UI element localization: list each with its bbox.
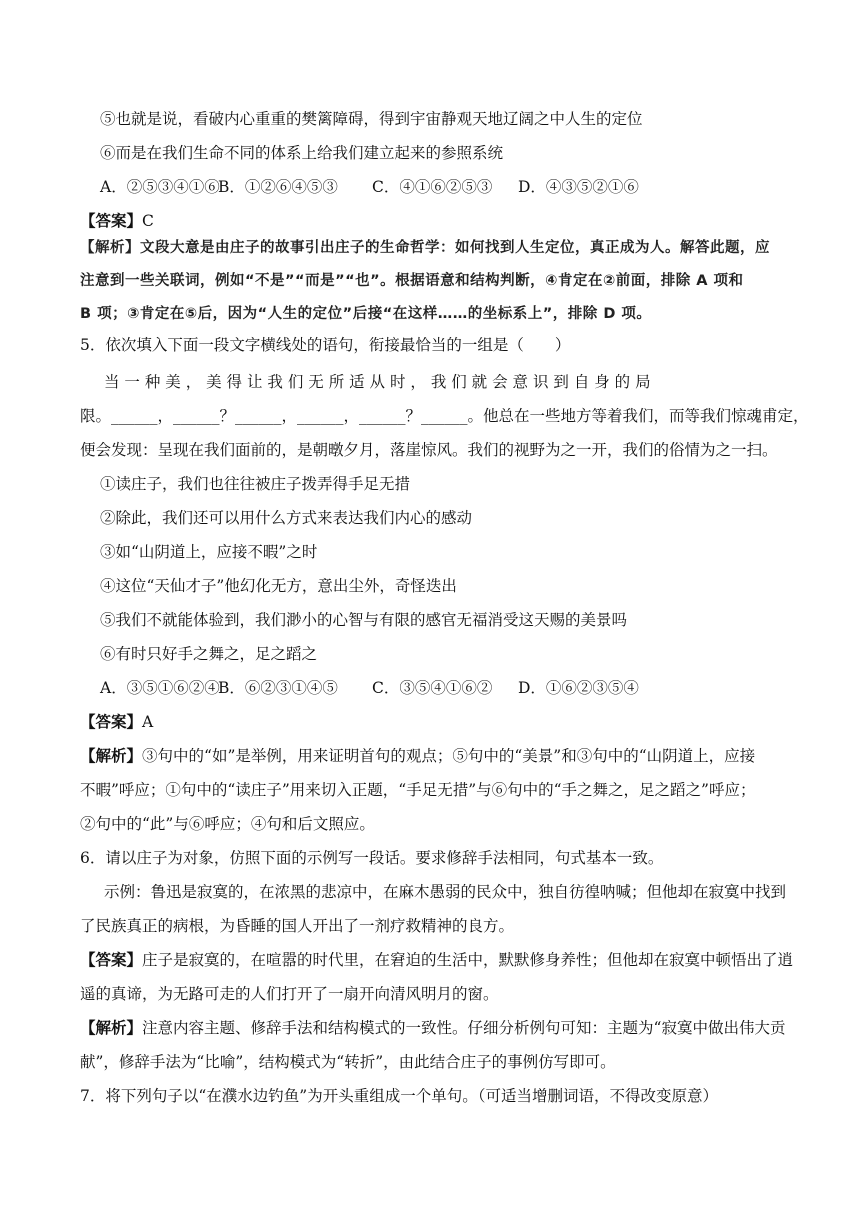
answer-label: 【答案】 xyxy=(80,211,143,230)
answer-value: C xyxy=(142,212,154,230)
q5-analysis-line-1 xyxy=(80,745,755,767)
answer-text: 庄子是寂寞的，在喧嚣的时代里，在窘迫的生活中，默默修身养性；但他却在寂寞中顿悟出了逍 xyxy=(142,951,794,969)
q6-example-line-2: 了民族真正的病根，为昏睡的国人开出了一剂疗救精神的良方。 xyxy=(80,917,515,935)
q6-answer-line-1 xyxy=(80,949,793,971)
analysis-label: 【解析】 xyxy=(80,240,140,256)
q4-option-c: C．④①⑥②⑤③ xyxy=(372,178,493,196)
q5-options xyxy=(100,677,639,699)
q4-options xyxy=(100,176,639,198)
analysis-label: 【解析】 xyxy=(80,746,143,765)
q4-option-a: A．②⑤③④①⑥ xyxy=(100,178,220,196)
q4-analysis-line-2: 注意到一些关联词，例如“不是”“而是”“也”。根据语意和结构判断，④肯定在②前面，排除 A 项和 xyxy=(80,273,744,289)
q5-stem: 5．依次填入下面一段文字横线处的语句，衔接最恰当的一组是（ ） xyxy=(80,336,571,354)
q6-example-line-1: 示例：鲁迅是寂寞的，在浓黑的悲凉中，在麻木愚弱的民众中，独自彷徨呐喊；但他却在寂寞中找到 xyxy=(104,883,787,901)
q6-analysis-line-1 xyxy=(80,1017,785,1039)
q5-item-1: ①读庄子，我们也往往被庄子拨弄得手足无措 xyxy=(100,475,411,493)
q4-item-6: ⑥而是在我们生命不同的体系上给我们建立起来的参照系统 xyxy=(100,144,504,162)
q5-analysis-line-2: 不暇”呼应；①句中的“读庄子”用来切入正题，“手足无措”与⑥句中的“手之舞之，足之蹈之”呼应； xyxy=(80,781,756,799)
q5-paragraph-line-3: 便会发现：呈现在我们面前的，是朝暾夕月，落崖惊风。我们的视野为之一开，我们的俗情为之一扫。 xyxy=(80,441,778,459)
q5-option-a: A．③⑤①⑥②④ xyxy=(100,679,220,697)
q4-answer xyxy=(80,210,154,232)
analysis-text: 文段大意是由庄子的故事引出庄子的生命哲学：如何找到人生定位，真正成为人。解答此题，应 xyxy=(140,240,770,256)
q6-stem: 6．请以庄子为对象，仿照下面的示例写一段话。要求修辞手法相同，句式基本一致。 xyxy=(80,849,664,867)
q5-analysis-line-3: ②句中的“此”与⑥呼应；④句和后文照应。 xyxy=(80,815,375,833)
q6-answer-line-2: 遥的真谛，为无路可走的人们打开了一扇开向清风明月的窗。 xyxy=(80,985,499,1003)
q4-option-b: B．①②⑥④⑤③ xyxy=(218,178,338,196)
analysis-label: 【解析】 xyxy=(80,1018,143,1037)
q4-item-5: ⑤也就是说，看破内心重重的樊篱障碍，得到宇宙静观天地辽阔之中人生的定位 xyxy=(100,110,643,128)
answer-value: A xyxy=(142,713,154,731)
analysis-text: 注意内容主题、修辞手法和结构模式的一致性。仔细分析例句可知：主题为“寂寞中做出伟大贡 xyxy=(142,1019,786,1037)
q5-paragraph-line-1: 当 一 种 美 ， 美 得 让 我 们 无 所 适 从 时 ， 我 们 就 会 意 识 到 自 身 的 局 xyxy=(104,373,651,391)
q5-item-6: ⑥有时只好手之舞之，足之蹈之 xyxy=(100,645,318,663)
q5-item-4: ④这位“天仙才子”他幻化无方，意出尘外，奇怪迭出 xyxy=(100,577,457,595)
q6-analysis-line-2: 献”，修辞手法为“比喻”，结构模式为“转折”，由此结合庄子的事例仿写即可。 xyxy=(80,1053,616,1071)
q5-item-2: ②除此，我们还可以用什么方式来表达我们内心的感动 xyxy=(100,509,473,527)
answer-label: 【答案】 xyxy=(80,712,143,731)
q4-option-d: D．④③⑤②①⑥ xyxy=(518,178,639,196)
q5-option-b: B．⑥②③①④⑤ xyxy=(218,679,338,697)
analysis-text: ③句中的“如”是举例，用来证明首句的观点；⑤句中的“美景”和③句中的“山阴道上，应接 xyxy=(142,747,756,765)
q5-item-5: ⑤我们不就能体验到，我们渺小的心智与有限的感官无福消受这天赐的美景吗 xyxy=(100,611,628,629)
q5-paragraph-line-2: 限。______，______？______，______，______？______。他总在一些地方等着我们，而等我们惊魂甫定， xyxy=(80,407,809,425)
answer-label: 【答案】 xyxy=(80,950,143,969)
q5-item-3: ③如“山阴道上，应接不暇”之时 xyxy=(100,543,318,561)
q5-answer xyxy=(80,711,153,733)
q4-analysis-line-1 xyxy=(80,237,770,259)
q7-stem: 7．将下列句子以“在濮水边钓鱼”为开头重组成一个单句。（可适当增删词语，不得改变原意） xyxy=(80,1087,718,1105)
q4-analysis-line-3: B 项；③肯定在⑤后，因为“人生的定位”后接“在这样……的坐标系上”，排除 D 项。 xyxy=(80,306,652,322)
q5-option-d: D．①⑥②③⑤④ xyxy=(518,679,639,697)
q5-option-c: C．③⑤④①⑥② xyxy=(372,679,493,697)
